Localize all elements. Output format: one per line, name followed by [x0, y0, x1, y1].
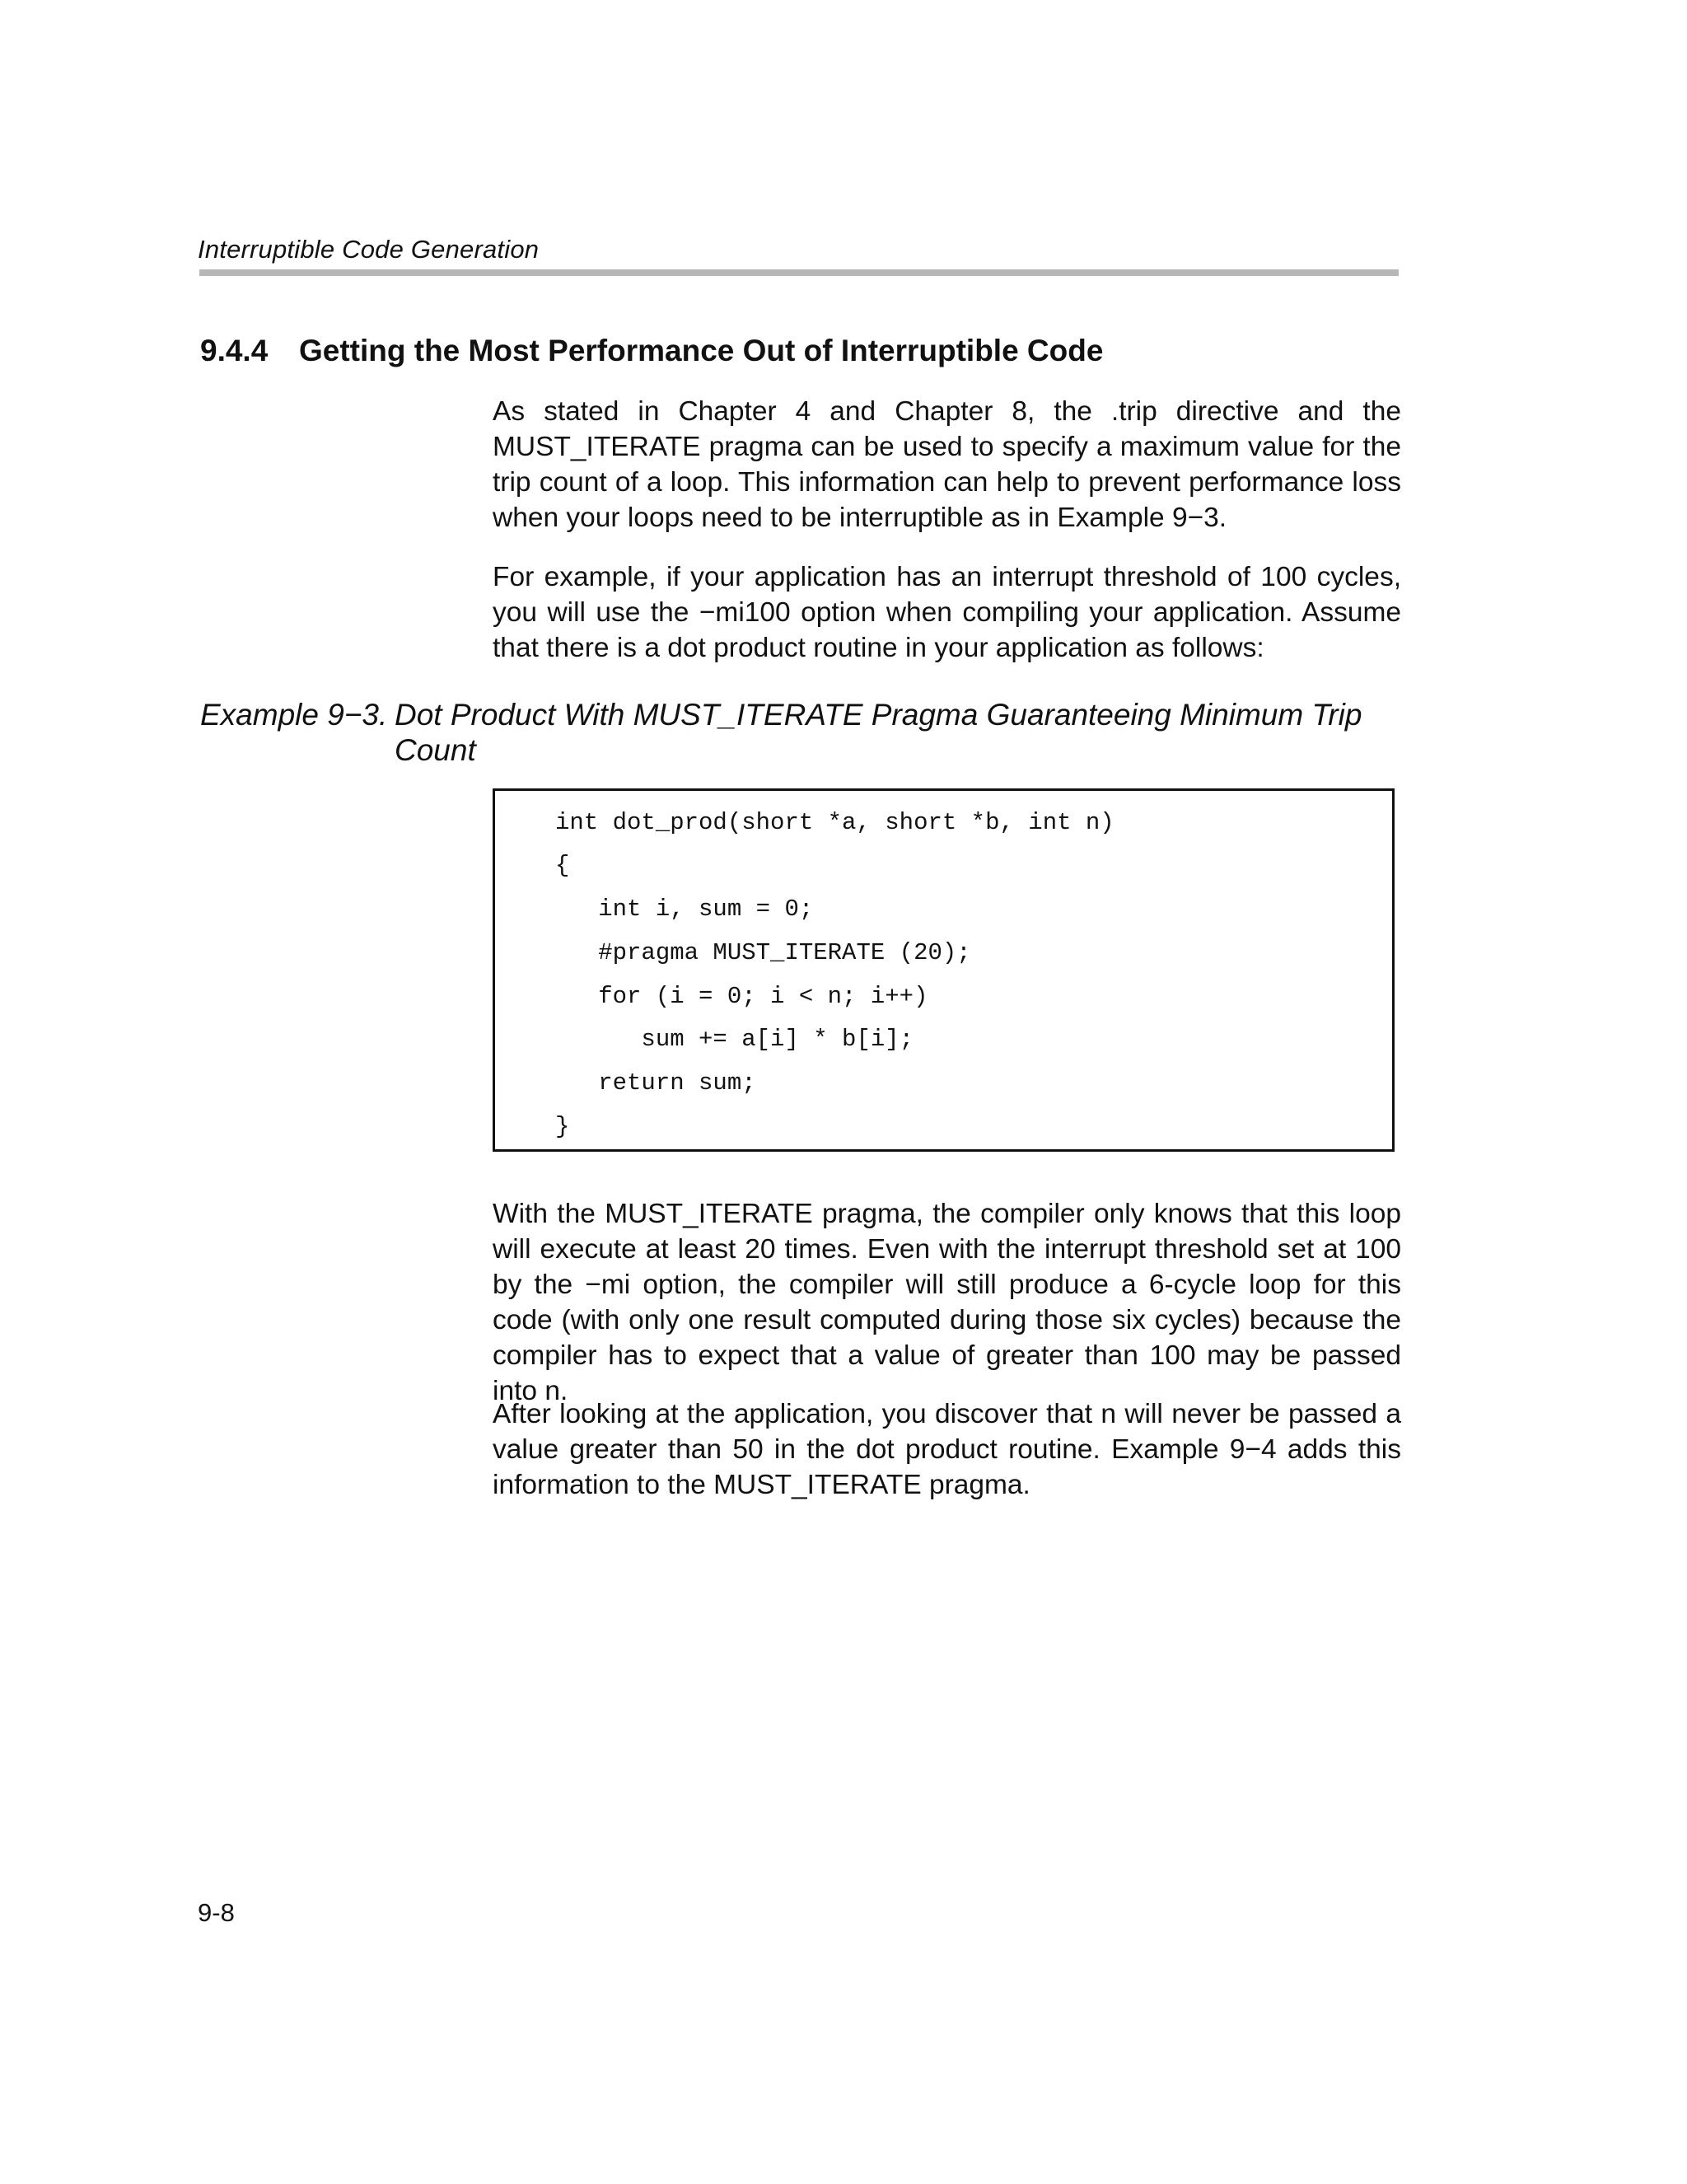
paragraph-conclusion: After looking at the application, you discover that n will never be passed a value greater than 50 in the dot product routine. Example 9−4 adds this information to the MUST_ITERATE pragma. [493, 1399, 1401, 1500]
code-line: } [555, 1113, 570, 1140]
code-line: int dot_prod(short *a, short *b, int n) [555, 809, 1115, 836]
paragraph-intro: As stated in Chapter 4 and Chapter 8, the .trip directive and the MUST_ITERATE pragma can be used to specify a maximum value for the trip count of a loop. This information can help to prevent performance loss when your loops need to be interruptible as in Example 9−3. [493, 396, 1401, 533]
example-label: Example 9−3. [200, 698, 388, 732]
page-number: 9-8 [198, 1898, 235, 1927]
header-rule [199, 269, 1399, 276]
section-heading [200, 334, 1103, 368]
section-title: Getting the Most Performance Out of Interruptible Code [299, 334, 1104, 367]
running-header: Interruptible Code Generation [198, 235, 540, 264]
section-number: 9.4.4 [200, 334, 269, 367]
code-listing [493, 788, 1395, 1152]
code-line: for (i = 0; i < n; i++) [555, 983, 928, 1010]
paragraph-explanation: With the MUST_ITERATE pragma, the compiler only knows that this loop will execute at least 20 times. Even with the interrupt threshold set at 100 by the −mi option, the compiler will still produce a 6-cycle loop for this code (with only one result computed during those six cycles) because the compiler has to expect that a value of greater than 100 may be passed into n. [493, 1199, 1401, 1406]
paragraph-example-setup: For example, if your application has an interrupt threshold of 100 cycles, you will use the −mi100 option when compiling your application. Assume that there is a dot product routine in your application as follows: [493, 562, 1401, 663]
code-line: { [555, 852, 570, 879]
code-line: return sum; [555, 1069, 756, 1097]
code-line: int i, sum = 0; [555, 896, 814, 923]
example-title: Dot Product With MUST_ITERATE Pragma Guaranteeing Minimum Trip Count [395, 698, 1362, 767]
code-line: #pragma MUST_ITERATE (20); [555, 939, 971, 966]
code-line: sum += a[i] * b[i]; [555, 1026, 914, 1053]
